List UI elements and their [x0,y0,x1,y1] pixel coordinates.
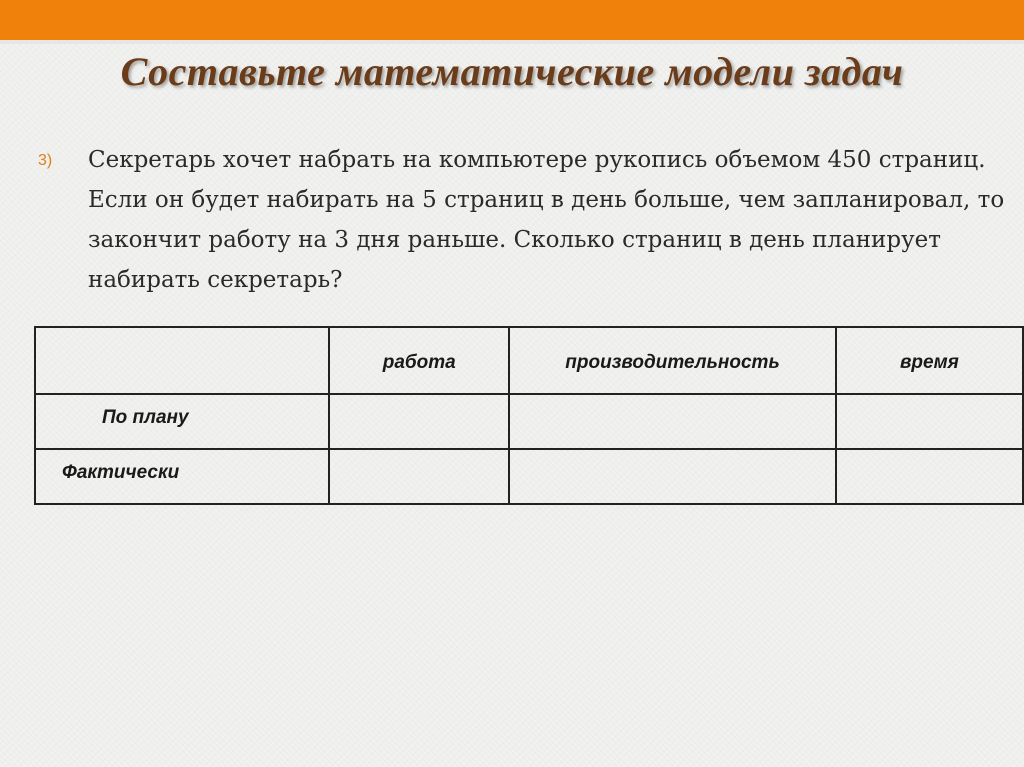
table-cell[interactable] [509,449,836,504]
header-label-productivity: производительность [565,352,780,373]
table-cell[interactable] [836,449,1023,504]
row-label-cell-plan [35,394,329,449]
table-cell[interactable] [329,394,509,449]
table-row-plan [35,394,1023,449]
table-header-work [329,327,509,394]
table-cell[interactable] [509,394,836,449]
header-label-time: время [899,352,959,373]
table-cell[interactable] [329,449,509,504]
top-divider [0,40,1024,44]
row-label-actual: Фактически [62,462,180,483]
model-table [34,326,1024,505]
task-text: Секретарь хочет набрать на компьютере рукопись объемом 450 страниц. Если он будет набирать на 5 страниц в день больше, чем запланировал, то закончит работу на 3 дня раньше. Сколько страниц в день планирует набирать секретарь? [88,147,1005,293]
table-cell[interactable] [836,394,1023,449]
table-row-actual [35,449,1023,504]
task-number: 3) [38,152,53,169]
top-accent-bar [0,0,1024,40]
table-header-time [836,327,1023,394]
row-label-cell-actual [35,449,329,504]
header-label-work: работа [382,352,456,373]
table-header-productivity [509,327,836,394]
row-label-plan: По плану [102,407,189,428]
table-header-row [35,327,1023,394]
slide-title: Составьте математические модели задач [120,49,904,94]
table-header-cell-empty [35,327,329,394]
